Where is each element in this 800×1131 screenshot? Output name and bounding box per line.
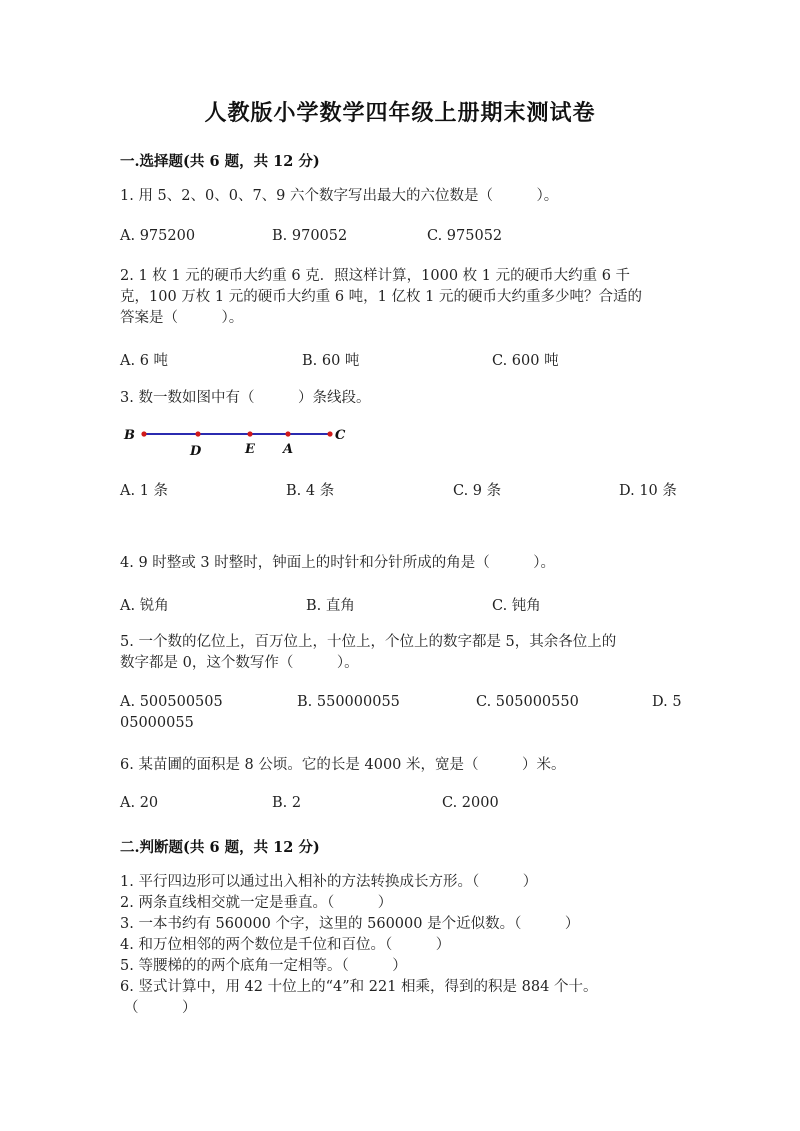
question-6-option-c: C. 2000 xyxy=(442,795,499,811)
question-4-option-a: A. 锐角 xyxy=(120,598,169,614)
question-5-stem-line-1: 5. 一个数的亿位上，百万位上，十位上，个位上的数字都是 5，其余各位上的 xyxy=(120,634,617,650)
figure-point-d xyxy=(195,431,200,436)
figure-point-a xyxy=(285,431,290,436)
question-3-option-c: C. 9 条 xyxy=(453,483,502,499)
figure-label-c: C xyxy=(335,428,346,443)
judgment-item-4: 4. 和万位相邻的两个数位是千位和百位。（ ） xyxy=(120,937,451,953)
figure-point-c xyxy=(327,431,332,436)
question-5-option-a: A. 500500505 xyxy=(120,694,223,710)
question-5-option-b: B. 550000055 xyxy=(297,694,400,710)
question-4-option-c: C. 钝角 xyxy=(492,598,541,614)
question-2-stem-line-3: 答案是（ ）。 xyxy=(120,310,244,326)
question-6-option-a: A. 20 xyxy=(120,795,159,811)
question-5-option-c: C. 505000550 xyxy=(476,694,579,710)
question-1-option-b: B. 970052 xyxy=(272,228,348,244)
page-title: 人教版小学数学四年级上册期末测试卷 xyxy=(204,100,596,126)
judgment-item-6: 6. 竖式计算中，用 42 十位上的“4”和 221 相乘，得到的积是 884 个十。 xyxy=(120,979,598,995)
question-2-stem-line-1: 2. 1 枚 1 元的硬币大约重 6 克．照这样计算，1000 枚 1 元的硬币大约重 6 千 xyxy=(120,268,631,284)
figure-label-a: A xyxy=(283,442,294,457)
figure-point-e xyxy=(247,431,252,436)
section-heading-true-false: 二.判断题(共 6 题，共 12 分) xyxy=(120,839,320,856)
judgment-item-2: 2. 两条直线相交就一定是垂直。（ ） xyxy=(120,895,393,911)
question-4-stem: 4. 9 时整或 3 时整时，钟面上的时针和分针所成的角是（ ）。 xyxy=(120,555,555,571)
judgment-item-5: 5. 等腰梯的的两个底角一定相等。（ ） xyxy=(120,958,407,974)
question-2-stem-line-2: 克，100 万枚 1 元的硬币大约重 6 吨，1 亿枚 1 元的硬币大约重多少吨？合适的 xyxy=(120,289,642,305)
question-5-option-d-continued: 05000055 xyxy=(120,715,194,731)
question-1-stem: 1. 用 5、2、0、0、7、9 六个数字写出最大的六位数是（ ）。 xyxy=(120,188,559,204)
figure-point-b xyxy=(141,431,146,436)
question-3-stem: 3. 数一数如图中有（ ）条线段。 xyxy=(120,390,371,406)
question-1-option-c: C. 975052 xyxy=(427,228,503,244)
question-2-option-b: B. 60 吨 xyxy=(302,353,360,369)
question-6-stem: 6. 某苗圃的面积是 8 公顷。它的长是 4000 米，宽是（ ）米。 xyxy=(120,757,566,773)
figure-label-b: B xyxy=(124,428,135,443)
judgment-item-3: 3. 一本书约有 560000 个字，这里的 560000 是个近似数。（ ） xyxy=(120,916,580,932)
judgment-item-1: 1. 平行四边形可以通过出入相补的方法转换成长方形。（ ） xyxy=(120,874,538,890)
question-4-option-b: B. 直角 xyxy=(306,598,355,614)
section-heading-choice: 一.选择题(共 6 题，共 12 分) xyxy=(120,153,320,170)
question-5-stem-line-2: 数字都是 0，这个数写作（ ）。 xyxy=(120,655,359,671)
question-2-option-c: C. 600 吨 xyxy=(492,353,559,369)
question-3-option-d: D. 10 条 xyxy=(619,483,677,499)
question-3-option-b: B. 4 条 xyxy=(286,483,335,499)
question-1-option-a: A. 975200 xyxy=(120,228,196,244)
figure-label-d: D xyxy=(190,444,202,459)
line-segment-figure xyxy=(120,420,360,460)
question-3-option-a: A. 1 条 xyxy=(120,483,169,499)
figure-label-e: E xyxy=(245,442,255,457)
question-6-option-b: B. 2 xyxy=(272,795,302,811)
question-2-option-a: A. 6 吨 xyxy=(120,353,169,369)
judgment-item-6-answer-blank: （ ） xyxy=(124,1000,197,1016)
question-5-option-d: D. 5 xyxy=(652,694,682,710)
